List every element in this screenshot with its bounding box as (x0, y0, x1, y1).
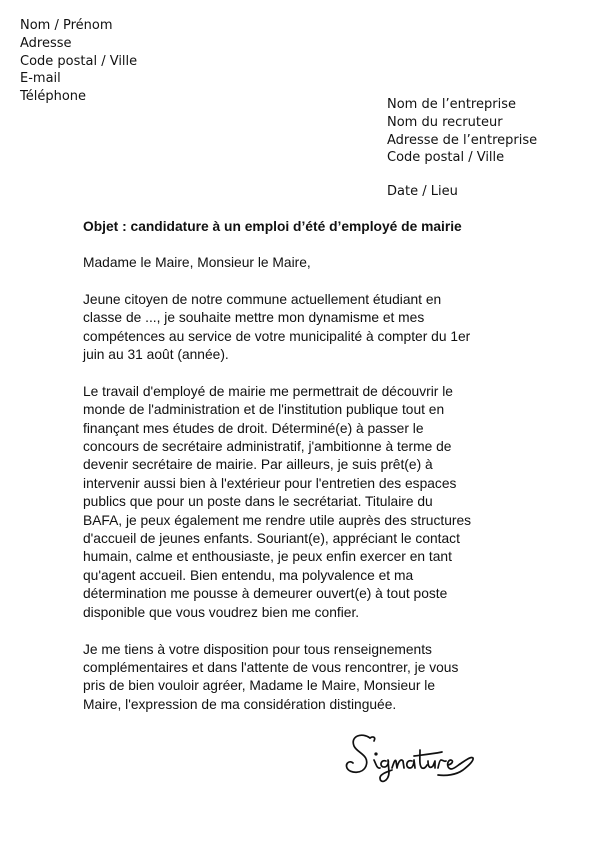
paragraph-intro (83, 291, 513, 365)
paragraph-closing (83, 641, 513, 715)
recipient-company: Nom de l’entreprise (387, 97, 516, 112)
recipient-postal-city: Code postal / Ville (387, 150, 505, 166)
recipient-block (387, 96, 537, 167)
paragraph-line: disponible que vous voudrez bien me confier. (83, 604, 360, 620)
letter-body (83, 218, 513, 733)
paragraph-line: Le travail d'employé de mairie me permettrait de découvrir le (83, 383, 453, 399)
recipient-recruiter: Nom du recruteur (387, 114, 503, 130)
paragraph-line: pris de bien vouloir agréer, Madame le Maire, Monsieur le (83, 678, 435, 694)
letter-greeting: Madame le Maire, Monsieur le Maire, (83, 255, 311, 271)
paragraph-motivation (83, 383, 513, 622)
recipient-address: Adresse de l’entreprise (387, 132, 538, 148)
paragraph-line: juin au 31 août (année). (83, 347, 229, 363)
paragraph-line: BAFA, je peux également me rendre utile auprès des structures (83, 512, 472, 528)
handwritten-signature (340, 728, 490, 790)
paragraph-line: Jeune citoyen de notre commune actuellement étudiant en (83, 291, 442, 307)
sender-phone: Téléphone (20, 89, 87, 105)
paragraph-line: concours de secrétaire administratif, j'ambitionne à terme de (83, 439, 452, 455)
paragraph-line: compétences au service de votre municipalité à compter du 1er (83, 328, 471, 344)
paragraph-line: intervenir aussi bien à l'extérieur pour l'entretien des espaces (83, 475, 457, 491)
paragraph-line: qu'agent accueil. Bien entendu, ma polyvalence et ma (83, 567, 414, 583)
sender-address: Adresse (20, 35, 72, 51)
paragraph-line: Je me tiens à votre disposition pour tous renseignements (83, 641, 432, 657)
letter-subject: Objet : candidature à un emploi d’été d’employé de mairie (83, 219, 462, 234)
paragraph-line: devenir secrétaire de mairie. Par ailleurs, je suis prêt(e) à (83, 457, 433, 473)
sender-postal-city: Code postal / Ville (20, 53, 138, 69)
paragraph-line: Maire, l'expression de ma considération distinguée. (83, 696, 397, 712)
paragraph-line: détermination me pousse à demeurer ouvert(e) à tout poste (83, 586, 448, 602)
paragraph-line: d'accueil de jeunes enfants. Souriant(e), appréciant le contact (83, 531, 460, 547)
paragraph-line: finançant mes études de droit. Déterminé(e) à passer le (83, 420, 424, 436)
sender-email: E-mail (20, 71, 61, 87)
sender-block (20, 17, 137, 106)
paragraph-line: humain, calme et enthousiaste, je peux enfin exercer en tant (83, 549, 452, 565)
paragraph-line: publics que pour un poste dans le secrétariat. Titulaire du (83, 494, 433, 510)
sender-name: Nom / Prénom (20, 18, 113, 33)
date-place: Date / Lieu (387, 184, 458, 199)
paragraph-line: classe de ..., je souhaite mettre mon dynamisme et mes (83, 310, 425, 326)
paragraph-line: complémentaires et dans l'attente de vous rencontrer, je vous (83, 659, 459, 675)
paragraph-line: monde de l'administration et de l'institution publique tout en (83, 402, 445, 418)
signature-drawing (340, 728, 490, 790)
